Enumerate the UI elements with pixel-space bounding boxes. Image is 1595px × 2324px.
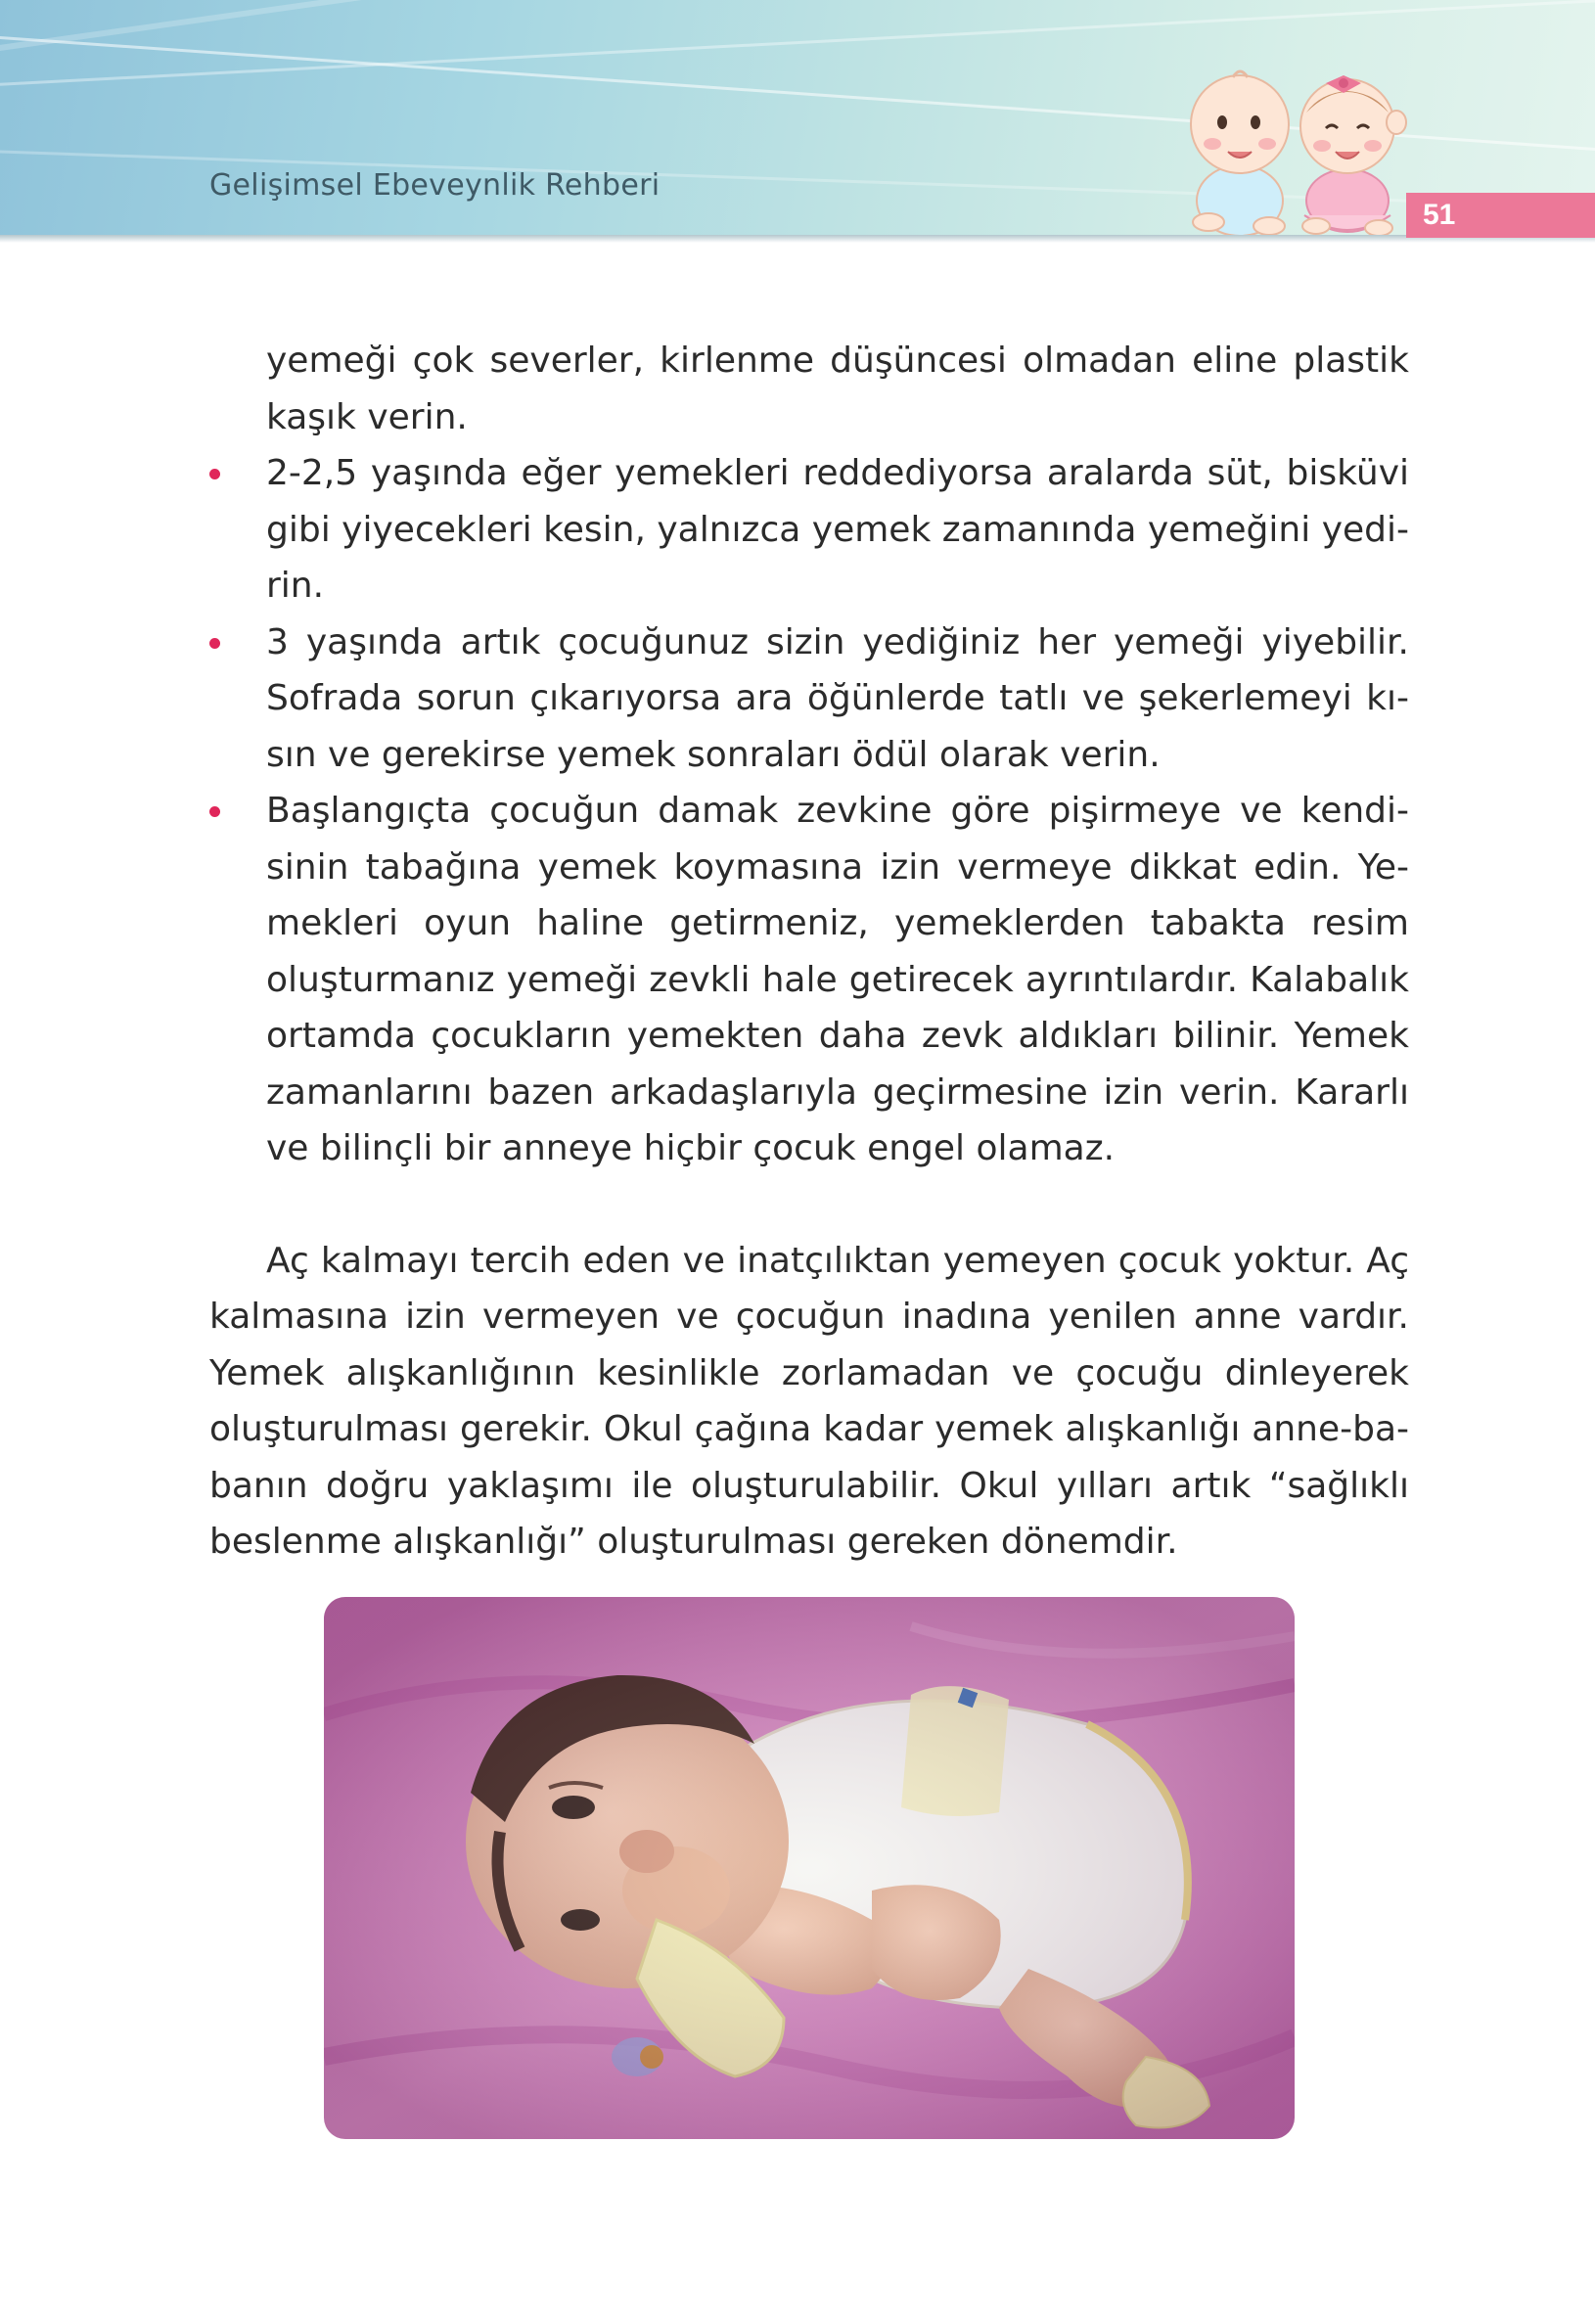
text-line: Başlangıçta çocuğun damak zevkine göre pişirmeye ve kendi- xyxy=(266,791,1409,831)
text-line: rin. xyxy=(266,566,325,606)
text-line: yemeği çok severler, kirlenme düşüncesi olmadan eline plastik xyxy=(266,341,1409,381)
bullet-dot-icon xyxy=(209,469,220,479)
page-header xyxy=(0,0,1595,243)
text-line: 2-2,5 yaşında eğer yemekleri reddediyorsa aralarda süt, bisküvi xyxy=(266,453,1409,493)
bullet-dot-icon xyxy=(209,806,220,817)
running-head-title: Gelişimsel Ebeveynlik Rehberi xyxy=(209,168,661,203)
page-number: 51 xyxy=(1423,199,1456,231)
paragraph-spacer xyxy=(209,1177,1409,1233)
bullet-dot-icon xyxy=(209,638,220,649)
text-line: oluşturmanız yemeği zevkli hale getirecek ayrıntılardır. Kalabalık xyxy=(266,959,1409,1000)
text-line: Aç kalmayı tercih eden ve inatçılıktan yemeyen çocuk yoktur. Aç xyxy=(266,1240,1409,1281)
list-continuation xyxy=(209,333,1409,445)
text-line: ve bilinçli bir anneye hiçbir çocuk engel olamaz. xyxy=(266,1128,1116,1168)
body-paragraph xyxy=(209,1233,1409,1571)
list-item xyxy=(209,615,1409,784)
list-item xyxy=(209,445,1409,615)
text-line: zamanlarını bazen arkadaşlarıyla geçirmesine izin verin. Kararlı xyxy=(266,1071,1409,1113)
text-line: kalmasına izin vermeyen ve çocuğun inadına yenilen anne vardır. xyxy=(209,1297,1409,1337)
text-line: 3 yaşında artık çocuğunuz sizin yediğiniz her yemeği yiyebilir. xyxy=(266,621,1409,662)
baby-photo xyxy=(324,1597,1295,2139)
text-line: beslenme alışkanlığı” oluşturulması gereken dönemdir. xyxy=(209,1522,1178,1562)
text-line: kaşık verin. xyxy=(266,396,468,437)
text-line: banın doğru yaklaşımı ile oluşturulabilir. Okul yılları artık “sağlıklı xyxy=(209,1465,1409,1506)
header-divider xyxy=(0,235,1595,243)
body-text xyxy=(209,333,1409,1571)
text-line: sinin tabağına yemek koymasına izin vermeye dikkat edin. Ye- xyxy=(266,846,1409,888)
text-line: mekleri oyun haline getirmeniz, yemeklerden tabakta resim xyxy=(266,903,1409,943)
cartoon-babies-illustration xyxy=(1179,54,1414,240)
list-item xyxy=(209,783,1409,1177)
text-line: Yemek alışkanlığının kesinlikle zorlamadan ve çocuğu dinleyerek xyxy=(209,1352,1409,1393)
text-line: gibi yiyecekleri kesin, yalnızca yemek zamanında yemeğini yedi- xyxy=(266,509,1409,550)
text-line: oluşturulması gerekir. Okul çağına kadar yemek alışkanlığı anne-ba- xyxy=(209,1409,1409,1449)
text-line: sın ve gerekirse yemek sonraları ödül olarak verin. xyxy=(266,734,1161,775)
baby-photo-image xyxy=(324,1597,1295,2139)
text-line: ortamda çocukların yemekten daha zevk aldıkları bilinir. Yemek xyxy=(266,1016,1409,1056)
text-line: Sofrada sorun çıkarıyorsa ara öğünlerde tatlı ve şekerlemeyi kı- xyxy=(266,678,1409,718)
